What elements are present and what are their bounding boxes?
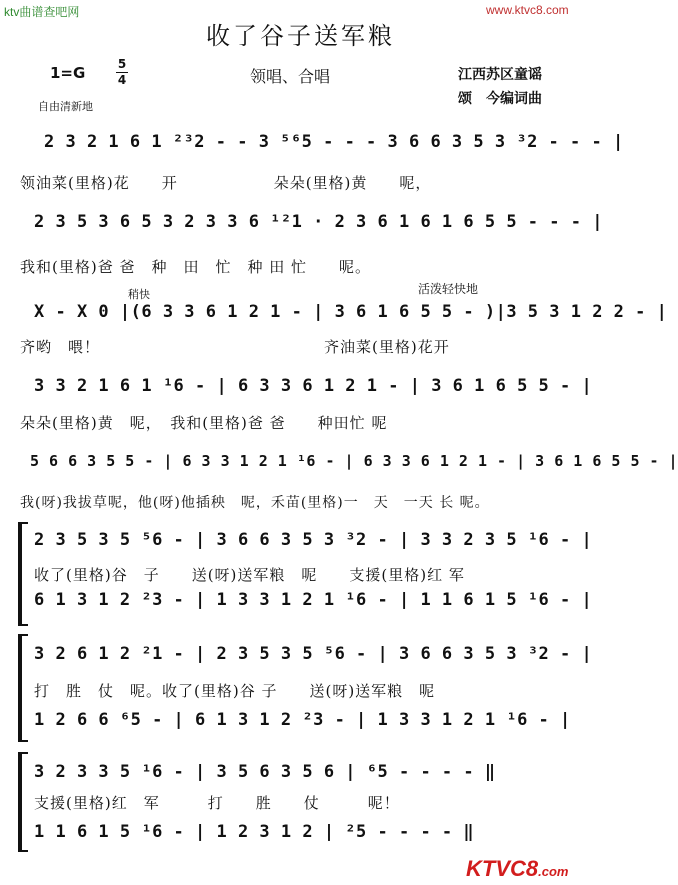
credit-source: 江西苏区童谣 <box>458 67 542 83</box>
song-title: 收了谷子送军粮 <box>206 22 395 50</box>
notation-line-2: 2 3 5 3 6 5 3 2 3 3 6 ¹²1 · 2 3 6 1 6 1 6 5 5 - - - | <box>34 212 603 232</box>
system-brace-2 <box>18 634 28 742</box>
tempo-mark-faster: 稍快 <box>128 288 150 301</box>
lyrics-line-3: 齐哟 喂！ 齐油菜(里格)花开 <box>20 338 450 356</box>
notation-line-9: 1 2 6 6 ⁶5 - | 6 1 3 1 2 ²3 - | 1 3 3 1 2 1 ¹6 - | <box>34 710 571 730</box>
notation-line-3: X - X 0 |(6 3 3 6 1 2 1 - | 3 6 1 6 5 5 - )|3 5 3 1 2 2 - | <box>34 302 668 322</box>
notation-line-7: 6 1 3 1 2 ²3 - | 1 3 3 1 2 1 ¹6 - | 1 1 6 1 5 ¹6 - | <box>34 590 593 610</box>
lyrics-line-10: 支援(里格)红 军 打 胜 仗 呢！ <box>34 794 400 812</box>
lyrics-line-5: 我(呀)我拔草呢，他(呀)他插秧 呢，禾苗(里格)一 天 一天 长 呢。 <box>20 495 490 511</box>
notation-line-4: 3 3 2 1 6 1 ¹6 - | 6 3 3 6 1 2 1 - | 3 6 1 6 5 5 - | <box>34 376 593 396</box>
notation-line-1: 2 3 2 1 6 1 ²³2 - - 3 ⁵⁶5 - - - 3 6 6 3 5 3 ³2 - - - | <box>44 132 624 152</box>
notation-line-8: 3 2 6 1 2 ²1 - | 2 3 5 3 5 ⁵6 - | 3 6 6 3 5 3 ³2 - | <box>34 644 593 664</box>
notation-line-6: 2 3 5 3 5 ⁵6 - | 3 6 6 3 5 3 ³2 - | 3 3 2 3 5 ¹6 - | <box>34 530 593 550</box>
system-brace-1 <box>18 522 28 626</box>
watermark-logo-text: KTVC8 <box>466 856 539 881</box>
tempo-mark-intro: 自由清新地 <box>38 100 93 113</box>
notation-line-11: 1 1 6 1 5 ¹6 - | 1 2 3 1 2 | ²5 - - - - ‖ <box>34 822 475 842</box>
time-signature <box>116 58 128 87</box>
lyrics-line-1: 领油菜(里格)花 开 朵朵(里格)黄 呢， <box>20 174 432 192</box>
meter-bottom: 4 <box>117 73 127 87</box>
credit-composer: 颂 今编词曲 <box>458 91 542 107</box>
lyrics-line-6: 收了(里格)谷 子 送(呀)送军粮 呢 支援(里格)红 军 <box>34 566 465 584</box>
performance-mode: 领唱、合唱 <box>250 67 331 86</box>
lyrics-line-4: 朵朵(里格)黄 呢， 我和(里格)爸 爸 种田忙 呢 <box>20 414 388 432</box>
watermark-top-left: ktv曲谱查吧网 <box>4 5 80 19</box>
key-signature: 1=G <box>50 64 86 82</box>
notation-line-5: 5 6 6 3 5 5 - | 6 3 3 1 2 1 ¹6 - | 6 3 3 6 1 2 1 - | 3 6 1 6 5 5 - | <box>30 452 678 470</box>
watermark-bottom-right <box>466 856 568 882</box>
tempo-mark-lively: 活泼轻快地 <box>418 282 479 296</box>
lyrics-line-2: 我和(里格)爸 爸 种 田 忙 种 田 忙 呢。 <box>20 258 372 276</box>
lyrics-line-8: 打 胜 仗 呢。收了(里格)谷 子 送(呀)送军粮 呢 <box>34 682 436 700</box>
watermark-top-right: www.ktvc8.com <box>486 3 569 17</box>
notation-line-10: 3 2 3 3 5 ¹6 - | 3 5 6 3 5 6 | ⁶5 - - - - ‖ <box>34 762 496 782</box>
meter-top: 5 <box>117 57 127 71</box>
watermark-logo-suffix: .com <box>538 864 569 879</box>
system-brace-3 <box>18 752 28 852</box>
